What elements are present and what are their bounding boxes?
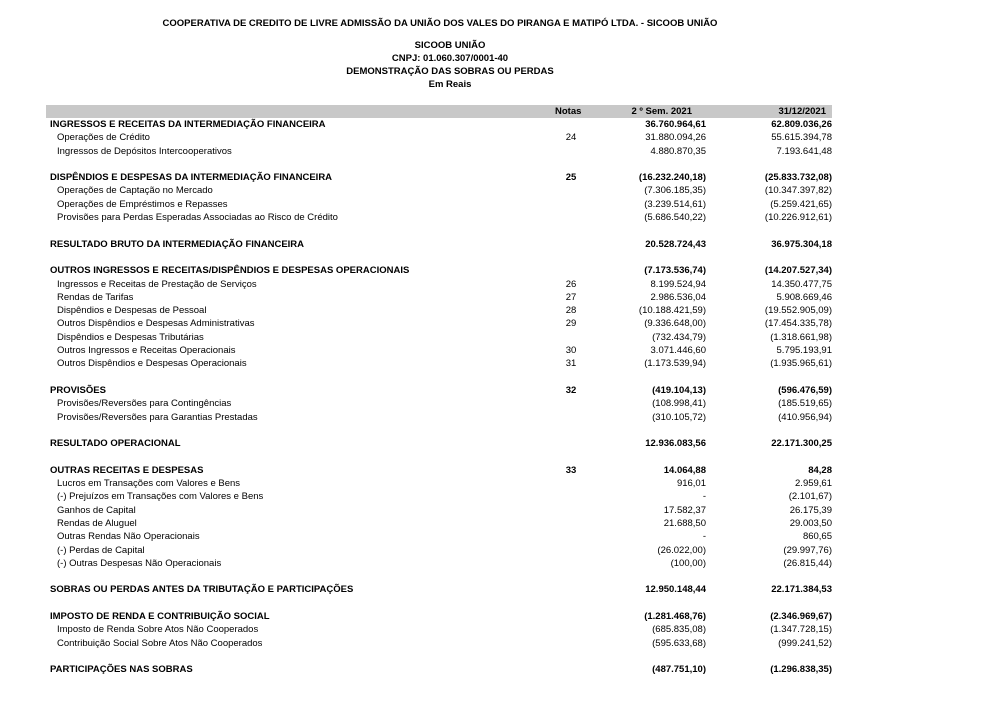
period1-header: 2 º Sem. 2021 [631, 106, 692, 117]
row-label: Dispêndios e Despesas Tributárias [57, 331, 204, 343]
value-period2: (10.347.397,82) [764, 185, 832, 197]
row-label: OUTRAS RECEITAS E DESPESAS [50, 464, 204, 476]
value-period1: (7.173.536,74) [644, 265, 706, 277]
currency-unit: Em Reais [428, 79, 472, 90]
value-period1: (685.835,08) [652, 624, 706, 636]
value-period2: 7.193.641,48 [776, 145, 832, 157]
value-period1: (487.751,10) [652, 664, 706, 676]
value-period2: 14.350.477,75 [771, 278, 832, 290]
table-row [46, 530, 832, 543]
value-period1: (7.306.185,35) [644, 185, 706, 197]
row-label: Dispêndios e Despesas de Pessoal [57, 305, 207, 317]
spacer-row [46, 371, 832, 384]
section-row [46, 118, 832, 131]
note-number: 26 [565, 278, 577, 290]
value-period2: (14.207.527,34) [764, 265, 832, 277]
row-label: Imposto de Renda Sobre Atos Não Cooperados [57, 624, 259, 636]
table-row [46, 317, 832, 330]
row-label: Operações de Captação no Mercado [57, 185, 213, 197]
table-row [46, 411, 832, 424]
value-period1: (310.105,72) [652, 411, 706, 423]
value-period2: 55.615.394,78 [771, 132, 832, 144]
value-period1: (3.239.514,61) [644, 198, 706, 210]
row-label: Ingressos de Depósitos Intercooperativos [57, 145, 232, 157]
section-row [46, 583, 832, 596]
value-period2: (1.296.838,35) [770, 664, 832, 676]
row-label: PROVISÕES [50, 384, 106, 396]
value-period2: (2.101,67) [788, 491, 832, 503]
row-label: Outros Dispêndios e Despesas Administrativas [57, 318, 255, 330]
income-statement-table [46, 118, 832, 676]
value-period1: (419.104,13) [652, 384, 706, 396]
value-period2: (10.226.912,61) [764, 212, 832, 224]
row-label: Contribuição Social Sobre Atos Não Cooperados [57, 637, 263, 649]
row-label: Ingressos e Receitas de Prestação de Serviços [57, 278, 257, 290]
notas-header: Notas [555, 106, 582, 117]
value-period1: 20.528.724,43 [645, 238, 706, 250]
table-row [46, 304, 832, 317]
value-period1: 2.986.536,04 [650, 291, 706, 303]
value-period2: 36.975.304,18 [771, 238, 832, 250]
row-label: OUTROS INGRESSOS E RECEITAS/DISPÊNDIOS E DESPESAS OPERACIONAIS [50, 265, 410, 277]
table-row [46, 184, 832, 197]
row-label: Provisões/Reversões para Contingências [57, 398, 232, 410]
value-period1: 8.199.524,94 [650, 278, 706, 290]
spacer-row [46, 570, 832, 583]
row-label: (-) Prejuízos em Transações com Valores e Bens [57, 491, 264, 503]
value-period1: - [702, 491, 706, 503]
value-period1: (1.281.468,76) [644, 610, 706, 622]
value-period2: 84,28 [808, 464, 832, 476]
section-row [46, 264, 832, 277]
value-period2: 5.795.193,91 [776, 345, 832, 357]
table-row [46, 517, 832, 530]
value-period2: (19.552.905,09) [764, 305, 832, 317]
value-period2: 22.171.384,53 [771, 584, 832, 596]
value-period1: (5.686.540,22) [644, 212, 706, 224]
note-number: 25 [565, 172, 577, 184]
value-period2: 22.171.300,25 [771, 438, 832, 450]
period2-header: 31/12/2021 [778, 106, 826, 117]
value-period1: (108.998,41) [652, 398, 706, 410]
value-period1: (1.173.539,94) [644, 358, 706, 370]
note-number: 29 [565, 318, 577, 330]
value-period2: (410.956,94) [778, 411, 832, 423]
row-label: Ganhos de Capital [57, 504, 136, 516]
value-period1: 3.071.446,60 [650, 345, 706, 357]
value-period1: (595.633,68) [652, 637, 706, 649]
spacer-row [46, 158, 832, 171]
table-row [46, 544, 832, 557]
row-label: DISPÊNDIOS E DESPESAS DA INTERMEDIAÇÃO FINANCEIRA [50, 172, 333, 184]
value-period2: 29.003,50 [789, 517, 832, 529]
spacer-row [46, 424, 832, 437]
value-period1: 4.880.870,35 [650, 145, 706, 157]
value-period2: 26.175,39 [789, 504, 832, 516]
spacer-row [46, 224, 832, 237]
value-period2: (999.241,52) [778, 637, 832, 649]
table-row [46, 145, 832, 158]
value-period2: (2.346.969,67) [770, 610, 832, 622]
entity-name: SICOOB UNIÃO [414, 40, 486, 51]
value-period1: 31.880.094,26 [645, 132, 706, 144]
table-row [46, 557, 832, 570]
value-period1: 14.064,88 [663, 464, 706, 476]
value-period2: (26.815,44) [783, 557, 832, 569]
spacer-row [46, 597, 832, 610]
table-row [46, 331, 832, 344]
value-period1: - [702, 531, 706, 543]
table-row [46, 357, 832, 370]
table-row [46, 623, 832, 636]
value-period2: (17.454.335,78) [764, 318, 832, 330]
section-row [46, 238, 832, 251]
note-number: 27 [565, 291, 577, 303]
table-row [46, 477, 832, 490]
value-period2: (1.935.965,61) [770, 358, 832, 370]
note-number: 33 [565, 464, 577, 476]
value-period1: 17.582,37 [663, 504, 706, 516]
note-number: 30 [565, 345, 577, 357]
note-number: 24 [565, 132, 577, 144]
value-period1: 36.760.964,61 [645, 119, 706, 130]
row-label: Outras Rendas Não Operacionais [57, 531, 200, 543]
row-label: Outros Ingressos e Receitas Operacionais [57, 345, 236, 357]
table-row [46, 131, 832, 144]
table-row [46, 637, 832, 650]
value-period2: 2.959,61 [795, 478, 832, 490]
value-period2: (185.519,65) [778, 398, 832, 410]
row-label: (-) Perdas de Capital [57, 544, 145, 556]
value-period1: (9.336.648,00) [644, 318, 706, 330]
row-label: Lucros em Transações com Valores e Bens [57, 478, 241, 490]
row-label: Provisões/Reversões para Garantias Prestadas [57, 411, 258, 423]
value-period1: (26.022,00) [657, 544, 706, 556]
value-period2: (1.318.661,98) [770, 331, 832, 343]
table-row [46, 397, 832, 410]
spacer-row [46, 251, 832, 264]
row-label: IMPOSTO DE RENDA E CONTRIBUIÇÃO SOCIAL [50, 610, 270, 622]
table-row [46, 278, 832, 291]
row-label: Rendas de Tarifas [57, 291, 134, 303]
table-row [46, 291, 832, 304]
table-row [46, 211, 832, 224]
section-row [46, 610, 832, 623]
table-row [46, 198, 832, 211]
note-number: 32 [565, 384, 577, 396]
row-label: PARTICIPAÇÕES NAS SOBRAS [50, 664, 193, 676]
note-number: 31 [565, 358, 577, 370]
value-period2: (596.476,59) [778, 384, 832, 396]
value-period1: (100,00) [670, 557, 706, 569]
table-row [46, 504, 832, 517]
table-row [46, 490, 832, 503]
section-row [46, 437, 832, 450]
spacer-row [46, 450, 832, 463]
row-label: Operações de Empréstimos e Repasses [57, 198, 228, 210]
value-period2: 62.809.036,26 [771, 119, 832, 130]
cnpj: CNPJ: 01.060.307/0001-40 [391, 53, 509, 64]
table-row [46, 344, 832, 357]
row-label: Outros Dispêndios e Despesas Operacionais [57, 358, 247, 370]
section-row [46, 464, 832, 477]
company-name: COOPERATIVA DE CREDITO DE LIVRE ADMISSÃO DA UNIÃO DOS VALES DO PIRANGA E MATIPÓ LTDA. - SICOOB UNIÃO [162, 18, 718, 29]
value-period1: 12.950.148,44 [645, 584, 706, 596]
value-period1: 916,01 [676, 478, 706, 490]
value-period1: (10.188.421,59) [638, 305, 706, 317]
column-header-bar [46, 105, 832, 118]
value-period2: 5.908.669,46 [776, 291, 832, 303]
row-label: RESULTADO BRUTO DA INTERMEDIAÇÃO FINANCEIRA [50, 238, 305, 250]
row-label: Operações de Crédito [57, 132, 150, 144]
value-period1: (16.232.240,18) [638, 172, 706, 184]
row-label: INGRESSOS E RECEITAS DA INTERMEDIAÇÃO FINANCEIRA [50, 119, 326, 130]
row-label: RESULTADO OPERACIONAL [50, 438, 181, 450]
spacer-row [46, 650, 832, 663]
value-period2: (29.997,76) [783, 544, 832, 556]
row-label: Provisões para Perdas Esperadas Associadas ao Risco de Crédito [57, 212, 338, 224]
value-period2: 860,65 [802, 531, 832, 543]
statement-title: DEMONSTRAÇÃO DAS SOBRAS OU PERDAS [346, 66, 554, 77]
value-period1: 12.936.083,56 [645, 438, 706, 450]
row-label: SOBRAS OU PERDAS ANTES DA TRIBUTAÇÃO E PARTICIPAÇÕES [50, 584, 354, 596]
value-period2: (1.347.728,15) [770, 624, 832, 636]
section-row [46, 384, 832, 397]
value-period1: 21.688,50 [663, 517, 706, 529]
row-label: (-) Outras Despesas Não Operacionais [57, 557, 222, 569]
value-period2: (25.833.732,08) [764, 172, 832, 184]
value-period2: (5.259.421,65) [770, 198, 832, 210]
value-period1: (732.434,79) [652, 331, 706, 343]
row-label: Rendas de Aluguel [57, 517, 137, 529]
note-number: 28 [565, 305, 577, 317]
section-row [46, 663, 832, 676]
section-row [46, 171, 832, 184]
